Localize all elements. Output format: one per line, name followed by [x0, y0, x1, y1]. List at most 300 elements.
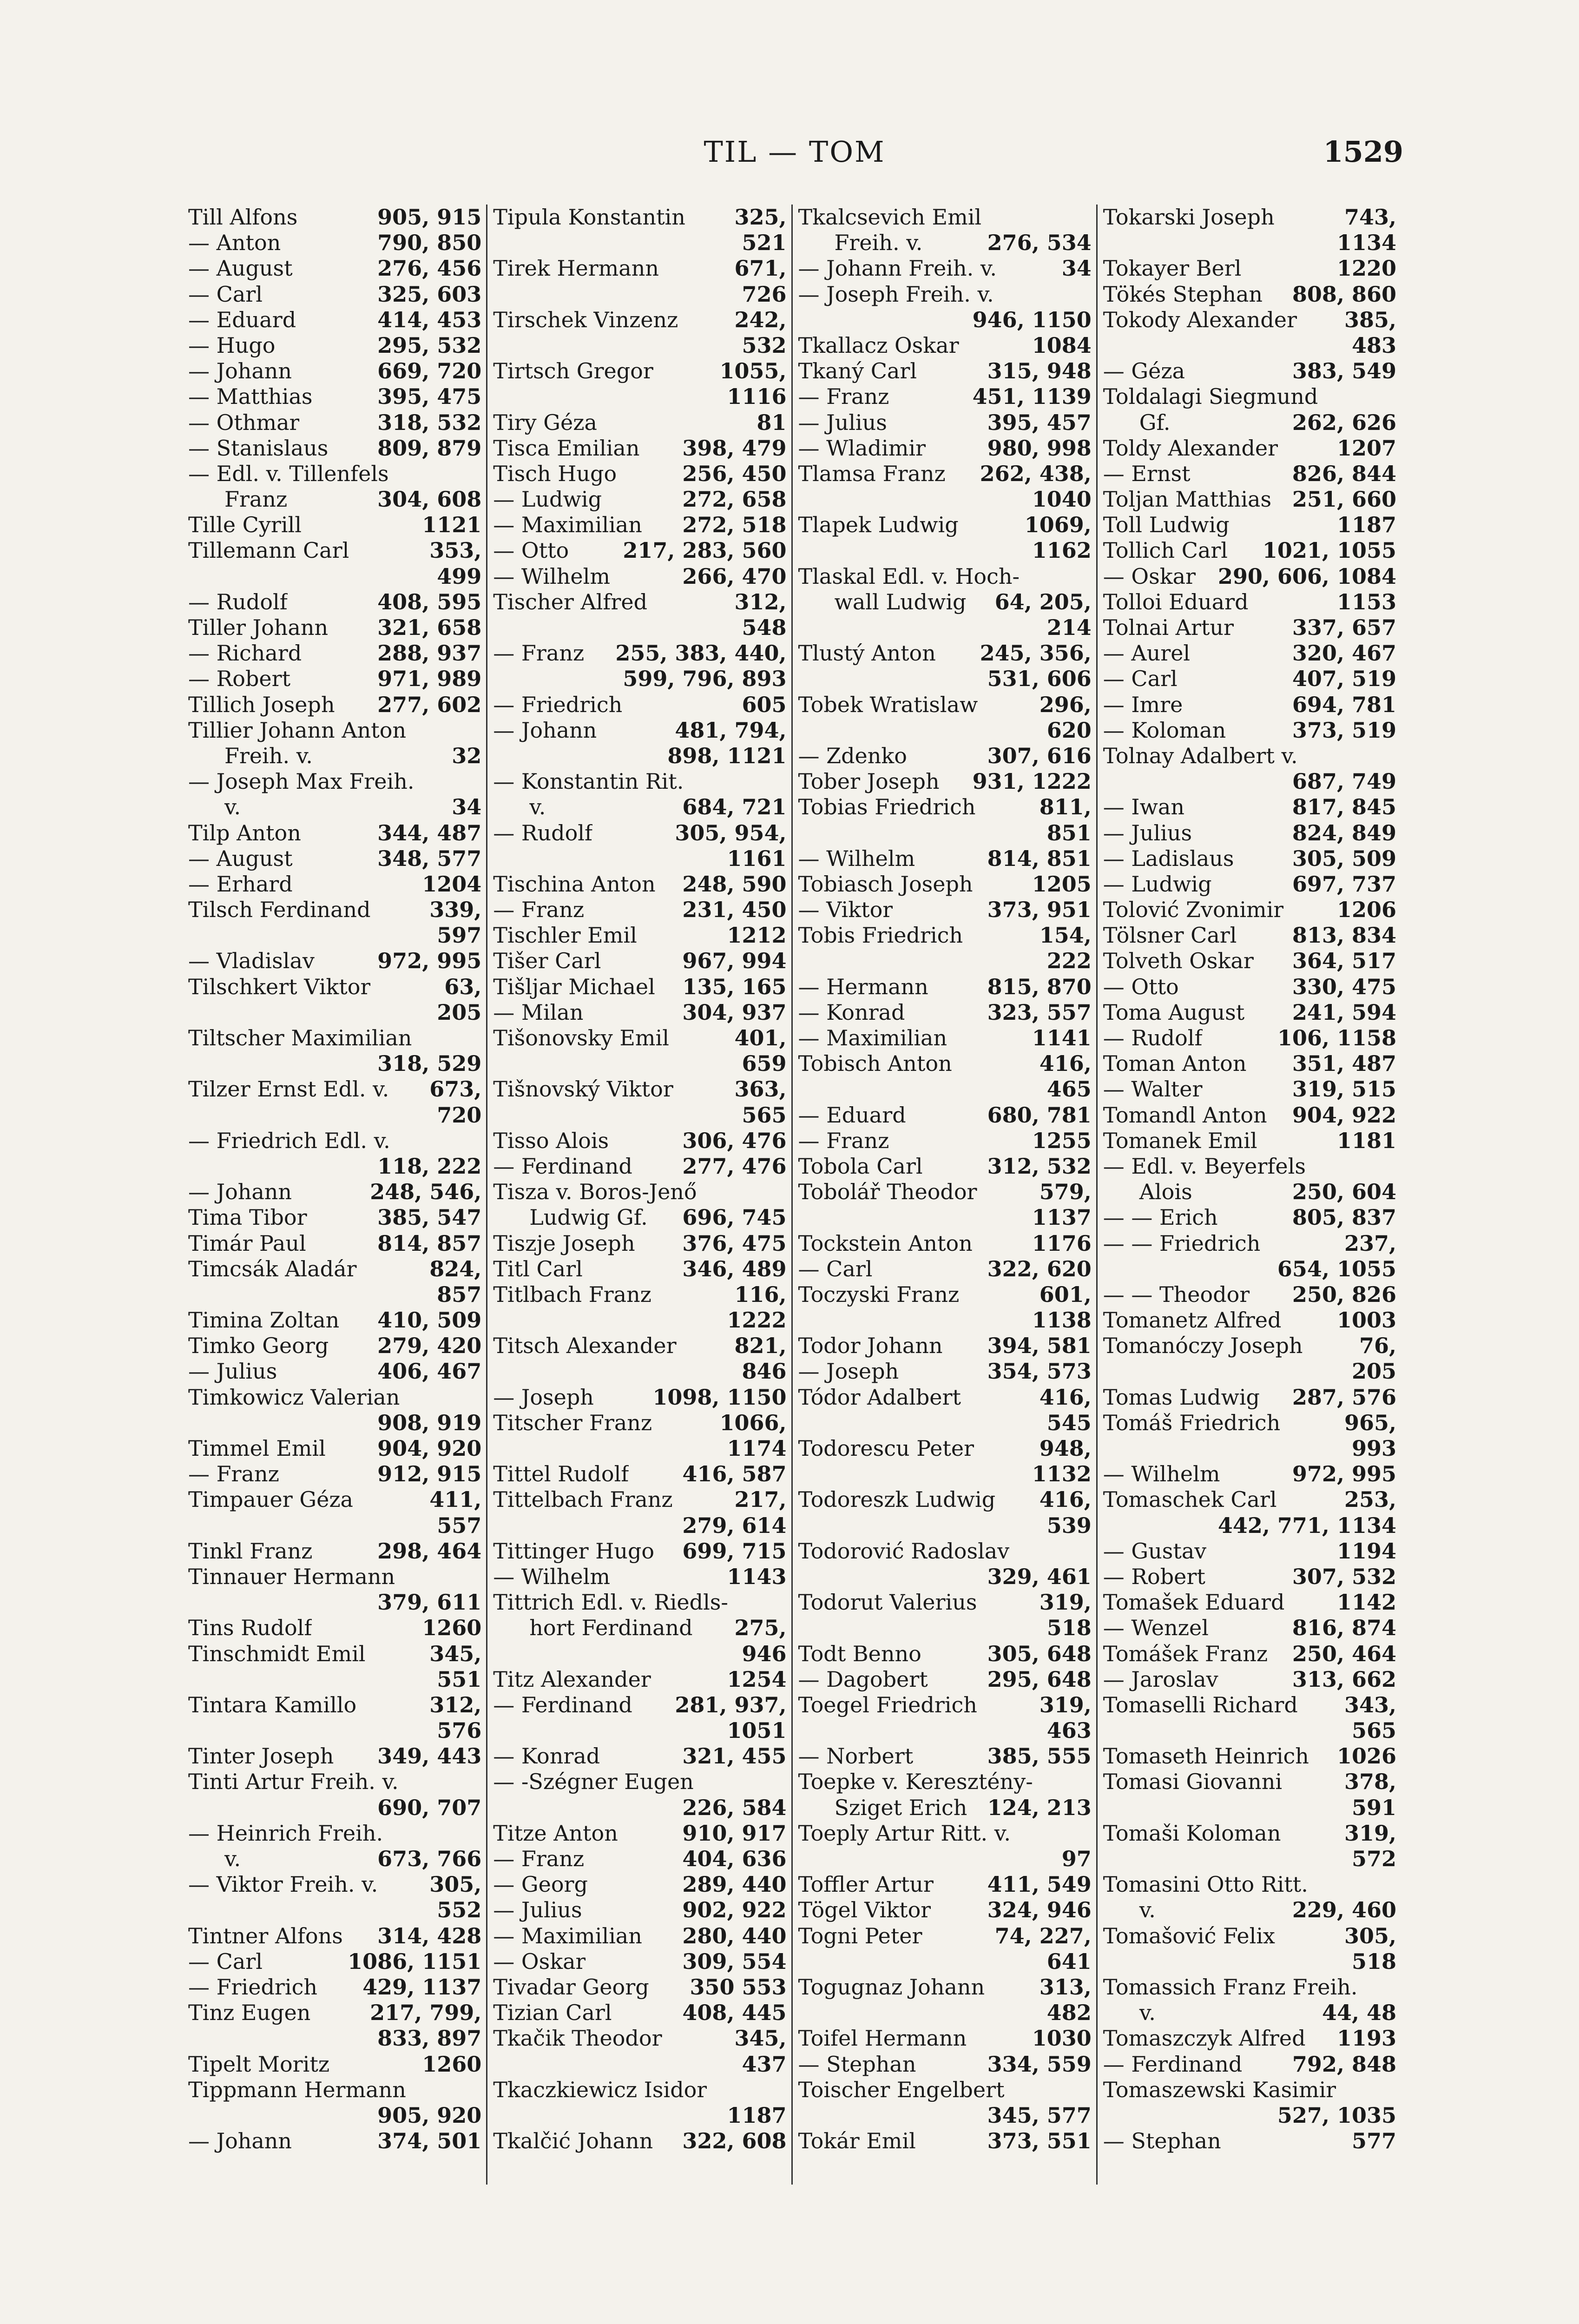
entry-pages: 312, — [429, 1692, 482, 1717]
entry-name: — Franz — [798, 384, 889, 409]
page-header — [186, 135, 1403, 177]
entry-pages: 690, 707 — [377, 1795, 482, 1820]
entry-pages: 313, 662 — [1292, 1666, 1396, 1692]
index-entry — [798, 1359, 1092, 1384]
index-column-3 — [791, 205, 1096, 2185]
index-entry — [188, 692, 481, 718]
entry-pages: 276, 534 — [987, 230, 1092, 256]
entry-pages: 343, — [1344, 1692, 1396, 1717]
index-entry — [188, 1846, 481, 1872]
entry-pages: 237, — [1344, 1230, 1396, 1256]
entry-pages: 256, 450 — [682, 461, 787, 486]
entry-name: Tolović Zvonimir — [1103, 897, 1284, 923]
index-entry — [1103, 1307, 1396, 1333]
index-entry — [798, 1231, 1092, 1256]
index-column-4 — [1096, 205, 1401, 2185]
entry-pages: 912, 915 — [377, 1461, 482, 1487]
index-entry — [1103, 1410, 1396, 1436]
entry-pages: 250, 464 — [1292, 1641, 1396, 1666]
index-entry — [493, 589, 786, 615]
index-entry — [1103, 538, 1396, 563]
index-entry — [493, 1795, 786, 1821]
index-entry — [798, 1025, 1092, 1051]
entry-name: Todoreszk Ludwig — [798, 1487, 996, 1512]
entry-pages: 669, 720 — [377, 358, 482, 384]
entry-pages: 319, 515 — [1292, 1076, 1396, 1102]
entry-name: Tinter Joseph — [188, 1743, 334, 1769]
entry-pages: 322, 608 — [682, 2128, 787, 2154]
entry-name: — Friedrich Edl. v. — [188, 1128, 390, 1153]
entry-pages: 334, 559 — [987, 2051, 1092, 2077]
entry-name: — Aurel — [1103, 640, 1191, 666]
entry-pages: 684, 721 — [682, 794, 787, 820]
index-entry — [798, 1385, 1092, 1410]
index-entry — [1103, 1923, 1396, 1949]
index-entry — [798, 1128, 1092, 1154]
entry-pages: 697, 737 — [1292, 871, 1396, 897]
entry-pages: 324, 946 — [987, 1897, 1092, 1923]
entry-pages: 898, 1121 — [667, 743, 787, 768]
index-entry — [188, 1949, 481, 1974]
entry-pages: 1194 — [1336, 1538, 1396, 1564]
entry-name: v. — [224, 794, 241, 820]
index-entry — [493, 1333, 786, 1359]
entry-name: — — Friedrich — [1103, 1230, 1261, 1256]
entry-name: — Imre — [1103, 692, 1183, 717]
entry-pages: 279, 614 — [682, 1512, 787, 1538]
entry-pages: 699, 715 — [682, 1538, 787, 1564]
index-entry — [798, 2000, 1092, 2026]
index-entry — [1103, 846, 1396, 872]
index-entry — [188, 2077, 481, 2103]
entry-name: Tockstein Anton — [798, 1230, 973, 1256]
entry-name: — August — [188, 845, 293, 871]
entry-pages: 290, 606, 1084 — [1217, 563, 1396, 589]
index-entry — [188, 1282, 481, 1307]
entry-pages: 605 — [742, 692, 787, 717]
entry-pages: 401, — [734, 1025, 787, 1050]
entry-name: — Viktor Freih. v. — [188, 1872, 378, 1897]
entry-pages: 395, 457 — [987, 409, 1092, 435]
entry-name: Toegel Friedrich — [798, 1692, 977, 1717]
index-entry — [188, 615, 481, 640]
entry-pages: 229, 460 — [1292, 1897, 1396, 1923]
entry-pages: 965, — [1344, 1410, 1396, 1435]
entry-pages — [1088, 1769, 1092, 1795]
entry-name: Todor Johann — [798, 1333, 943, 1359]
index-entry — [493, 1103, 786, 1128]
entry-name: — Johann — [188, 1179, 292, 1205]
entry-pages: 376, 475 — [682, 1230, 787, 1256]
entry-name: Tökés Stephan — [1103, 281, 1263, 307]
entry-pages: 905, 920 — [377, 2102, 482, 2128]
entry-name: — Ferdinand — [493, 1692, 632, 1717]
entry-name: Tlaskal Edl. v. Hoch- — [798, 563, 1020, 589]
index-entry — [493, 923, 786, 948]
entry-pages: 416, 587 — [682, 1461, 787, 1487]
index-entry — [188, 1076, 481, 1102]
index-entry — [493, 2128, 786, 2154]
index-entry — [798, 1103, 1092, 1128]
entry-pages: 1137 — [1032, 1205, 1092, 1230]
index-entry — [798, 1000, 1092, 1025]
entry-name: Tölsner Carl — [1103, 923, 1237, 948]
entry-pages — [478, 461, 481, 487]
entry-name: — Maximilian — [493, 1923, 642, 1948]
entry-name: — Iwan — [1103, 794, 1184, 820]
entry-pages: 385, 547 — [377, 1205, 482, 1230]
entry-pages: 1260 — [422, 2051, 482, 2077]
entry-name: Tober Joseph — [798, 769, 940, 794]
index-entry — [493, 1692, 786, 1718]
entry-pages: 846 — [742, 1359, 787, 1384]
entry-name: Tinnauer Hermann — [188, 1564, 395, 1589]
index-entry — [493, 1615, 786, 1641]
index-entry — [493, 512, 786, 538]
index-entry — [188, 1461, 481, 1487]
entry-pages: 416, — [1039, 1384, 1092, 1410]
entry-pages: 1069, — [1024, 512, 1092, 538]
entry-pages: 124, 213 — [987, 1795, 1092, 1820]
entry-pages: 465 — [1046, 1076, 1092, 1102]
entry-pages — [478, 1025, 481, 1051]
entry-name: Tiry Géza — [493, 409, 597, 435]
index-entry — [493, 1846, 786, 1872]
entry-pages: 1116 — [727, 384, 787, 409]
entry-pages — [1393, 743, 1396, 769]
index-entry — [188, 1025, 481, 1051]
index-entry — [798, 666, 1092, 692]
entry-name: Tobis Friedrich — [798, 923, 963, 948]
entry-pages: 255, 383, 440, — [615, 640, 787, 666]
index-entry — [188, 1769, 481, 1795]
index-entry — [1103, 1590, 1396, 1615]
entry-pages — [1088, 1538, 1092, 1564]
entry-pages: 792, 848 — [1292, 2051, 1396, 2077]
index-entry — [188, 1795, 481, 1821]
entry-pages: 315, 948 — [987, 358, 1092, 384]
entry-pages: 1121 — [422, 512, 482, 538]
entry-pages: 154, — [1039, 923, 1092, 948]
index-entry — [1103, 205, 1396, 230]
index-entry — [1103, 1205, 1396, 1230]
entry-name: — Konrad — [493, 1743, 600, 1769]
index-entry — [1103, 1692, 1396, 1718]
index-entry — [798, 384, 1092, 409]
index-entry — [1103, 2077, 1396, 2103]
entry-pages: 814, 851 — [987, 845, 1092, 871]
entry-pages: 222 — [1046, 948, 1092, 974]
entry-pages: 306, 476 — [682, 1128, 787, 1153]
entry-name: Tiller Johann — [188, 615, 329, 640]
entry-pages: 811, — [1039, 794, 1092, 820]
index-entry — [493, 1538, 786, 1564]
entry-name: Togugnaz Johann — [798, 1974, 985, 2000]
index-entry — [493, 1590, 786, 1615]
index-entry — [798, 205, 1092, 230]
index-entry — [798, 923, 1092, 948]
entry-name: — Stephan — [798, 2051, 916, 2077]
entry-name: — Franz — [493, 640, 585, 666]
entry-pages: 374, 501 — [377, 2128, 482, 2154]
entry-name: — Koloman — [1103, 717, 1226, 743]
index-entry — [493, 230, 786, 256]
index-entry — [493, 1718, 786, 1743]
index-entry — [493, 948, 786, 974]
entry-pages: 429, 1137 — [362, 1974, 482, 2000]
entry-name: Tivadar Georg — [493, 1974, 649, 2000]
entry-pages: 266, 470 — [682, 563, 787, 589]
entry-name: Tippmann Hermann — [188, 2077, 406, 2102]
entry-pages: 354, 573 — [987, 1359, 1092, 1384]
entry-pages: 394, 581 — [987, 1333, 1092, 1359]
index-entry — [493, 2000, 786, 2026]
entry-pages: 946, 1150 — [972, 307, 1092, 332]
entry-pages — [478, 1128, 481, 1154]
entry-pages: 671, — [734, 256, 787, 281]
entry-pages: 1220 — [1336, 256, 1396, 281]
entry-name: Titze Anton — [493, 1820, 618, 1846]
entry-pages: 572 — [1351, 1846, 1396, 1871]
entry-name: — Johann — [188, 358, 292, 384]
index-entry — [493, 564, 786, 589]
entry-name: Tlustý Anton — [798, 640, 936, 666]
index-entry — [798, 1692, 1092, 1718]
index-entry — [188, 1436, 481, 1461]
index-entry — [1103, 1564, 1396, 1590]
entry-name: Tomaszewski Kasimir — [1103, 2077, 1336, 2102]
entry-name: Tomaši Koloman — [1103, 1820, 1281, 1846]
entry-pages: 289, 440 — [682, 1872, 787, 1897]
entry-pages: 307, 532 — [1292, 1564, 1396, 1589]
entry-name: — Otto — [1103, 974, 1179, 999]
entry-pages: 312, 532 — [987, 1153, 1092, 1179]
index-entry — [188, 820, 481, 846]
index-entry — [798, 718, 1092, 743]
entry-pages: 1051 — [727, 1718, 787, 1743]
entry-name: Tillich Joseph — [188, 692, 335, 717]
entry-pages — [1393, 384, 1396, 409]
index-entry — [798, 1179, 1092, 1205]
index-entry — [798, 538, 1092, 563]
entry-name: — Robert — [188, 666, 291, 692]
entry-pages: 135, 165 — [682, 974, 787, 999]
entry-pages: 277, 602 — [377, 692, 482, 717]
index-entry — [493, 743, 786, 769]
index-entry — [1103, 1103, 1396, 1128]
entry-name: — Julius — [1103, 820, 1192, 845]
entry-pages: 305, 954, — [675, 820, 787, 845]
entry-pages: 272, 658 — [682, 487, 787, 512]
entry-name: Tkallacz Oskar — [798, 332, 959, 358]
index-entry — [493, 205, 786, 230]
entry-pages: 980, 998 — [987, 435, 1092, 461]
entry-name: — Viktor — [798, 897, 893, 923]
index-entry — [493, 1897, 786, 1923]
entry-name: Tkaný Carl — [798, 358, 917, 384]
entry-pages: 1176 — [1032, 1230, 1092, 1256]
index-entry — [493, 1667, 786, 1692]
entry-pages: 1086, 1151 — [348, 1948, 482, 1974]
index-entry — [188, 2128, 481, 2154]
entry-pages: 275, — [734, 1615, 787, 1641]
index-entry — [493, 1385, 786, 1410]
entry-pages: 946 — [742, 1641, 787, 1666]
index-entry — [188, 1179, 481, 1205]
entry-pages: 1255 — [1032, 1128, 1092, 1153]
entry-pages: 245, 356, — [980, 640, 1092, 666]
index-entry — [798, 1795, 1092, 1821]
index-entry — [798, 512, 1092, 538]
entry-name: — Franz — [188, 1461, 279, 1487]
entry-pages: 1066, — [719, 1410, 787, 1435]
index-entry — [1103, 1949, 1396, 1974]
entry-pages: 295, 532 — [377, 332, 482, 358]
entry-name: Tišljar Michael — [493, 974, 655, 999]
entry-pages — [783, 769, 787, 794]
index-entry — [493, 333, 786, 358]
index-entry — [493, 1205, 786, 1230]
index-entry — [493, 1949, 786, 1974]
entry-pages: 205 — [1351, 1359, 1396, 1384]
entry-name: — Hermann — [798, 974, 928, 999]
entry-name: — Joseph Max Freih. — [188, 769, 414, 794]
entry-name: Tintner Alfons — [188, 1923, 343, 1948]
index-entry — [798, 1564, 1092, 1590]
entry-pages: 1084 — [1032, 332, 1092, 358]
entry-name: — Julius — [798, 409, 887, 435]
index-entry — [798, 974, 1092, 1000]
entry-name: Tischina Anton — [493, 871, 656, 897]
entry-name: Tisch Hugo — [493, 461, 617, 486]
index-entry — [1103, 1846, 1396, 1872]
entry-pages: 226, 584 — [682, 1795, 787, 1820]
index-entry — [188, 897, 481, 923]
index-entry — [188, 410, 481, 436]
entry-pages: 694, 781 — [1292, 692, 1396, 717]
entry-name: — — Erich — [1103, 1205, 1218, 1230]
entry-pages: 320, 467 — [1292, 640, 1396, 666]
entry-name: — Wilhelm — [798, 845, 915, 871]
index-entry — [493, 1410, 786, 1436]
index-entry — [493, 1872, 786, 1897]
entry-pages: 408, 445 — [682, 2000, 787, 2026]
entry-pages: 305, — [1344, 1923, 1396, 1948]
entry-name: — -Szégner Eugen — [493, 1769, 694, 1795]
index-entry — [1103, 1282, 1396, 1307]
index-entry — [798, 2077, 1092, 2103]
entry-name: v. — [224, 1846, 241, 1871]
index-entry — [188, 1205, 481, 1230]
entry-name: — Jaroslav — [1103, 1666, 1218, 1692]
entry-pages: 411, — [429, 1487, 482, 1512]
entry-name: — Carl — [188, 281, 263, 307]
index-entry — [798, 282, 1092, 307]
index-entry — [798, 640, 1092, 666]
entry-name: Franz — [224, 487, 288, 512]
entry-name: Tomasi Giovanni — [1103, 1769, 1283, 1795]
index-entry — [798, 820, 1092, 846]
entry-pages: 1142 — [1336, 1590, 1396, 1615]
index-entry — [188, 1564, 481, 1590]
entry-name: Todorescu Peter — [798, 1436, 974, 1461]
entry-pages — [478, 718, 481, 743]
entry-pages: 414, 453 — [377, 307, 482, 332]
index-entry — [1103, 2128, 1396, 2154]
index-entry — [493, 1051, 786, 1076]
entry-pages: 74, 227, — [994, 1923, 1092, 1948]
entry-pages: 902, 922 — [682, 1897, 787, 1923]
index-entry — [188, 589, 481, 615]
index-entry — [1103, 718, 1396, 743]
entry-name: Tillemann Carl — [188, 538, 349, 563]
index-entry — [493, 1256, 786, 1282]
index-entry — [493, 2077, 786, 2103]
entry-name: Toischer Engelbert — [798, 2077, 1005, 2102]
entry-pages: 904, 922 — [1292, 1102, 1396, 1128]
entry-name: — Eduard — [798, 1102, 906, 1128]
entry-pages: 408, 595 — [377, 589, 482, 614]
index-entry — [493, 307, 786, 333]
entry-pages: 373, 551 — [987, 2128, 1092, 2154]
entry-name: Toczyski Franz — [798, 1281, 960, 1307]
entry-pages: 532 — [742, 332, 787, 358]
index-entry — [798, 692, 1092, 718]
entry-pages: 967, 994 — [682, 948, 787, 974]
entry-name: — Wilhelm — [1103, 1461, 1220, 1487]
entry-pages: 659 — [742, 1051, 787, 1076]
index-entry — [798, 1897, 1092, 1923]
entry-name: — August — [188, 256, 293, 281]
entry-name: — Robert — [1103, 1564, 1205, 1589]
entry-name: Tischler Emil — [493, 923, 637, 948]
index-entry — [1103, 923, 1396, 948]
entry-name: — Konstantin Rit. — [493, 769, 684, 794]
entry-pages: 378, — [1344, 1769, 1396, 1795]
entry-name: Tisza v. Boros-Jenő — [493, 1179, 697, 1205]
entry-name: Tinschmidt Emil — [188, 1641, 366, 1666]
entry-name: — Carl — [1103, 666, 1178, 692]
entry-name: Tittelbach Franz — [493, 1487, 673, 1512]
entry-pages: 972, 995 — [377, 948, 482, 974]
entry-name: hort Ferdinand — [529, 1615, 693, 1641]
entry-pages: 908, 919 — [377, 1410, 482, 1435]
entry-name: — Maximilian — [798, 1025, 947, 1050]
index-entry — [798, 1256, 1092, 1282]
index-entry — [1103, 564, 1396, 589]
entry-pages: 972, 995 — [1292, 1461, 1396, 1487]
entry-name: Tolnai Artur — [1103, 615, 1234, 640]
entry-name: Tinti Artur Freih. v. — [188, 1769, 399, 1795]
entry-pages: 231, 450 — [682, 897, 787, 923]
entry-pages: 205 — [437, 999, 482, 1025]
index-entry — [188, 640, 481, 666]
entry-pages: 1141 — [1032, 1025, 1092, 1050]
index-entry — [188, 1359, 481, 1384]
entry-name: Timkowicz Valerian — [188, 1384, 400, 1410]
index-entry — [1103, 1538, 1396, 1564]
index-entry — [1103, 282, 1396, 307]
entry-pages: 821, — [734, 1333, 787, 1359]
entry-pages: 379, 611 — [377, 1590, 482, 1615]
entry-pages: 398, 479 — [682, 435, 787, 461]
index-entry — [188, 1615, 481, 1641]
index-entry — [188, 974, 481, 1000]
index-entry — [188, 1154, 481, 1179]
running-head: TIL — TOM — [704, 135, 886, 169]
index-entry — [493, 538, 786, 563]
index-entry — [188, 769, 481, 794]
